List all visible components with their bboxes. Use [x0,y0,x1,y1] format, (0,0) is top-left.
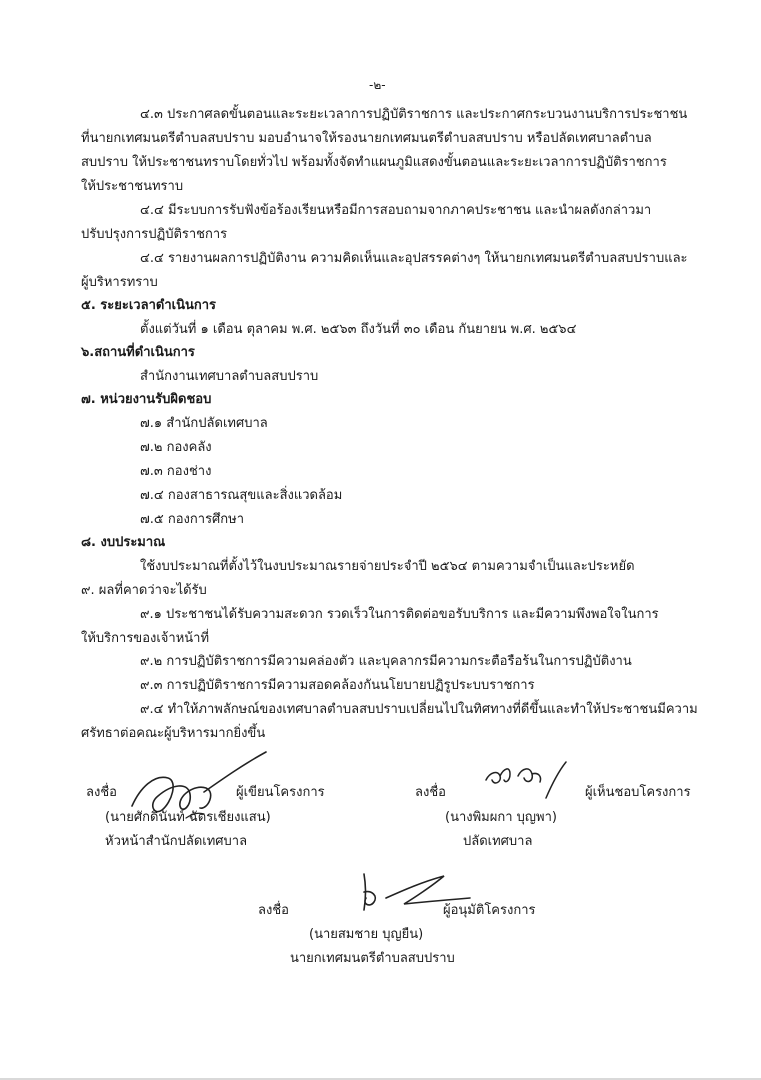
writer-role-label: ผู้เขียนโครงการ [236,785,325,800]
item-9-1-line-1: ๙.๑ ประชาชนได้รับความสะดวก รวดเร็วในการติดต่อขอรับบริการ และมีความพึงพอใจในการ [140,607,659,622]
section-8-text: ใช้งบประมาณที่ตั้งไว้ในงบประมาณรายจ่ายประจำปี ๒๕๖๔ ตามความจำเป็นและประหยัด [140,559,635,574]
section-8-heading: ๘. งบประมาณ [81,535,166,550]
item-9-4-line-2: ศรัทธาต่อคณะผู้บริหารมากยิ่งขึ้น [81,726,266,741]
approver1-position: ปลัดเทศบาล [463,834,533,849]
approver1-sign-label: ลงชื่อ [415,785,446,800]
section-7-item-4: ๗.๔ กองสาธารณสุขและสิ่งแวดล้อม [140,488,343,503]
item-4-4a-line-1: ๔.๔ มีระบบการรับฟังข้อร้องเรียนหรือมีการสอบถามจากภาคประชาชน และนำผลดังกล่าวมา [140,203,652,218]
section-7-item-3: ๗.๓ กองช่าง [140,464,212,479]
writer-position: หัวหน้าสำนักปลัดเทศบาล [105,834,248,849]
item-4-4b-line-2: ผู้บริหารทราบ [81,275,158,290]
section-5-text: ตั้งแต่วันที่ ๑ เดือน ตุลาคม พ.ศ. ๒๕๖๓ ถึงวันที่ ๓๐ เดือน กันยายน พ.ศ. ๒๕๖๔ [140,322,577,337]
approver2-sign-label: ลงชื่อ [258,903,289,918]
item-4-3-line-1: ๔.๓ ประกาศลดขั้นตอนและระยะเวลาการปฏิบัติราชการ และประกาศกระบวนงานบริการประชาชน [140,107,688,122]
section-5-heading: ๕. ระยะเวลาดำเนินการ [81,298,216,313]
item-9-4-line-1: ๙.๔ ทำให้ภาพลักษณ์ของเทศบาลตำบลสบปราบเปลี่ยนไปในทิศทางที่ดีขึ้นและทำให้ประชาชนมีความ [140,702,698,717]
item-4-3-line-4: ให้ประชาชนทราบ [81,179,184,194]
item-9-1-line-2: ให้บริการของเจ้าหน้าที่ [81,631,210,646]
item-4-4a-line-2: ปรับปรุงการปฏิบัติราชการ [81,227,228,242]
section-6-heading: ๖.สถานที่ดำเนินการ [81,345,195,360]
section-7-item-1: ๗.๑ สำนักปลัดเทศบาล [140,416,268,431]
item-4-3-line-3: สบปราบ ให้ประชาชนทราบโดยทั่วไป พร้อมทั้งจัดทำแผนภูมิแสดงขั้นตอนและระยะเวลาการปฏิบัติราชการ [81,155,667,170]
section-7-heading: ๗. หน่วยงานรับผิดชอบ [81,392,212,407]
approver1-signature-image [480,758,570,808]
approver2-position: นายกเทศมนตรีตำบลสบปราบ [290,951,455,966]
writer-name: (นายศักดินันท์ ฉัตรเชียงแสน) [105,810,271,825]
section-6-text: สำนักงานเทศบาลตำบลสบปราบ [140,369,319,384]
section-9-heading: ๙. ผลที่คาดว่าจะได้รับ [81,583,207,598]
approver1-name: (นางพิมผกา บุญพา) [445,810,557,825]
page-number: -๒- [369,78,386,92]
item-4-4b-line-1: ๔.๔ รายงานผลการปฏิบัติงาน ความคิดเห็นและอุปสรรคต่างๆ ให้นายกเทศมนตรีตำบลสบปราบและ [140,251,688,266]
item-4-3-line-2: ที่นายกเทศมนตรีตำบลสบปราบ มอบอำนาจให้รองนายกเทศมนตรีตำบลสบปราบ หรือปลัดเทศบาลตำบล [81,131,652,146]
item-9-3: ๙.๓ การปฏิบัติราชการมีความสอดคล้องกันนโยบายปฏิรูประบบราชการ [140,678,535,693]
item-9-2: ๙.๒ การปฏิบัติราชการมีความคล่องตัว และบุคลากรมีความกระตือรือร้นในการปฏิบัติงาน [140,654,632,669]
approver1-role-label: ผู้เห็นชอบโครงการ [585,785,691,800]
section-7-item-2: ๗.๒ กองคลัง [140,440,212,455]
approver2-name: (นายสมชาย บุญยืน) [309,927,424,942]
section-7-item-5: ๗.๕ กองการศึกษา [140,512,245,527]
writer-sign-label: ลงชื่อ [86,785,117,800]
approver2-role-label: ผู้อนุมัติโครงการ [443,903,536,918]
